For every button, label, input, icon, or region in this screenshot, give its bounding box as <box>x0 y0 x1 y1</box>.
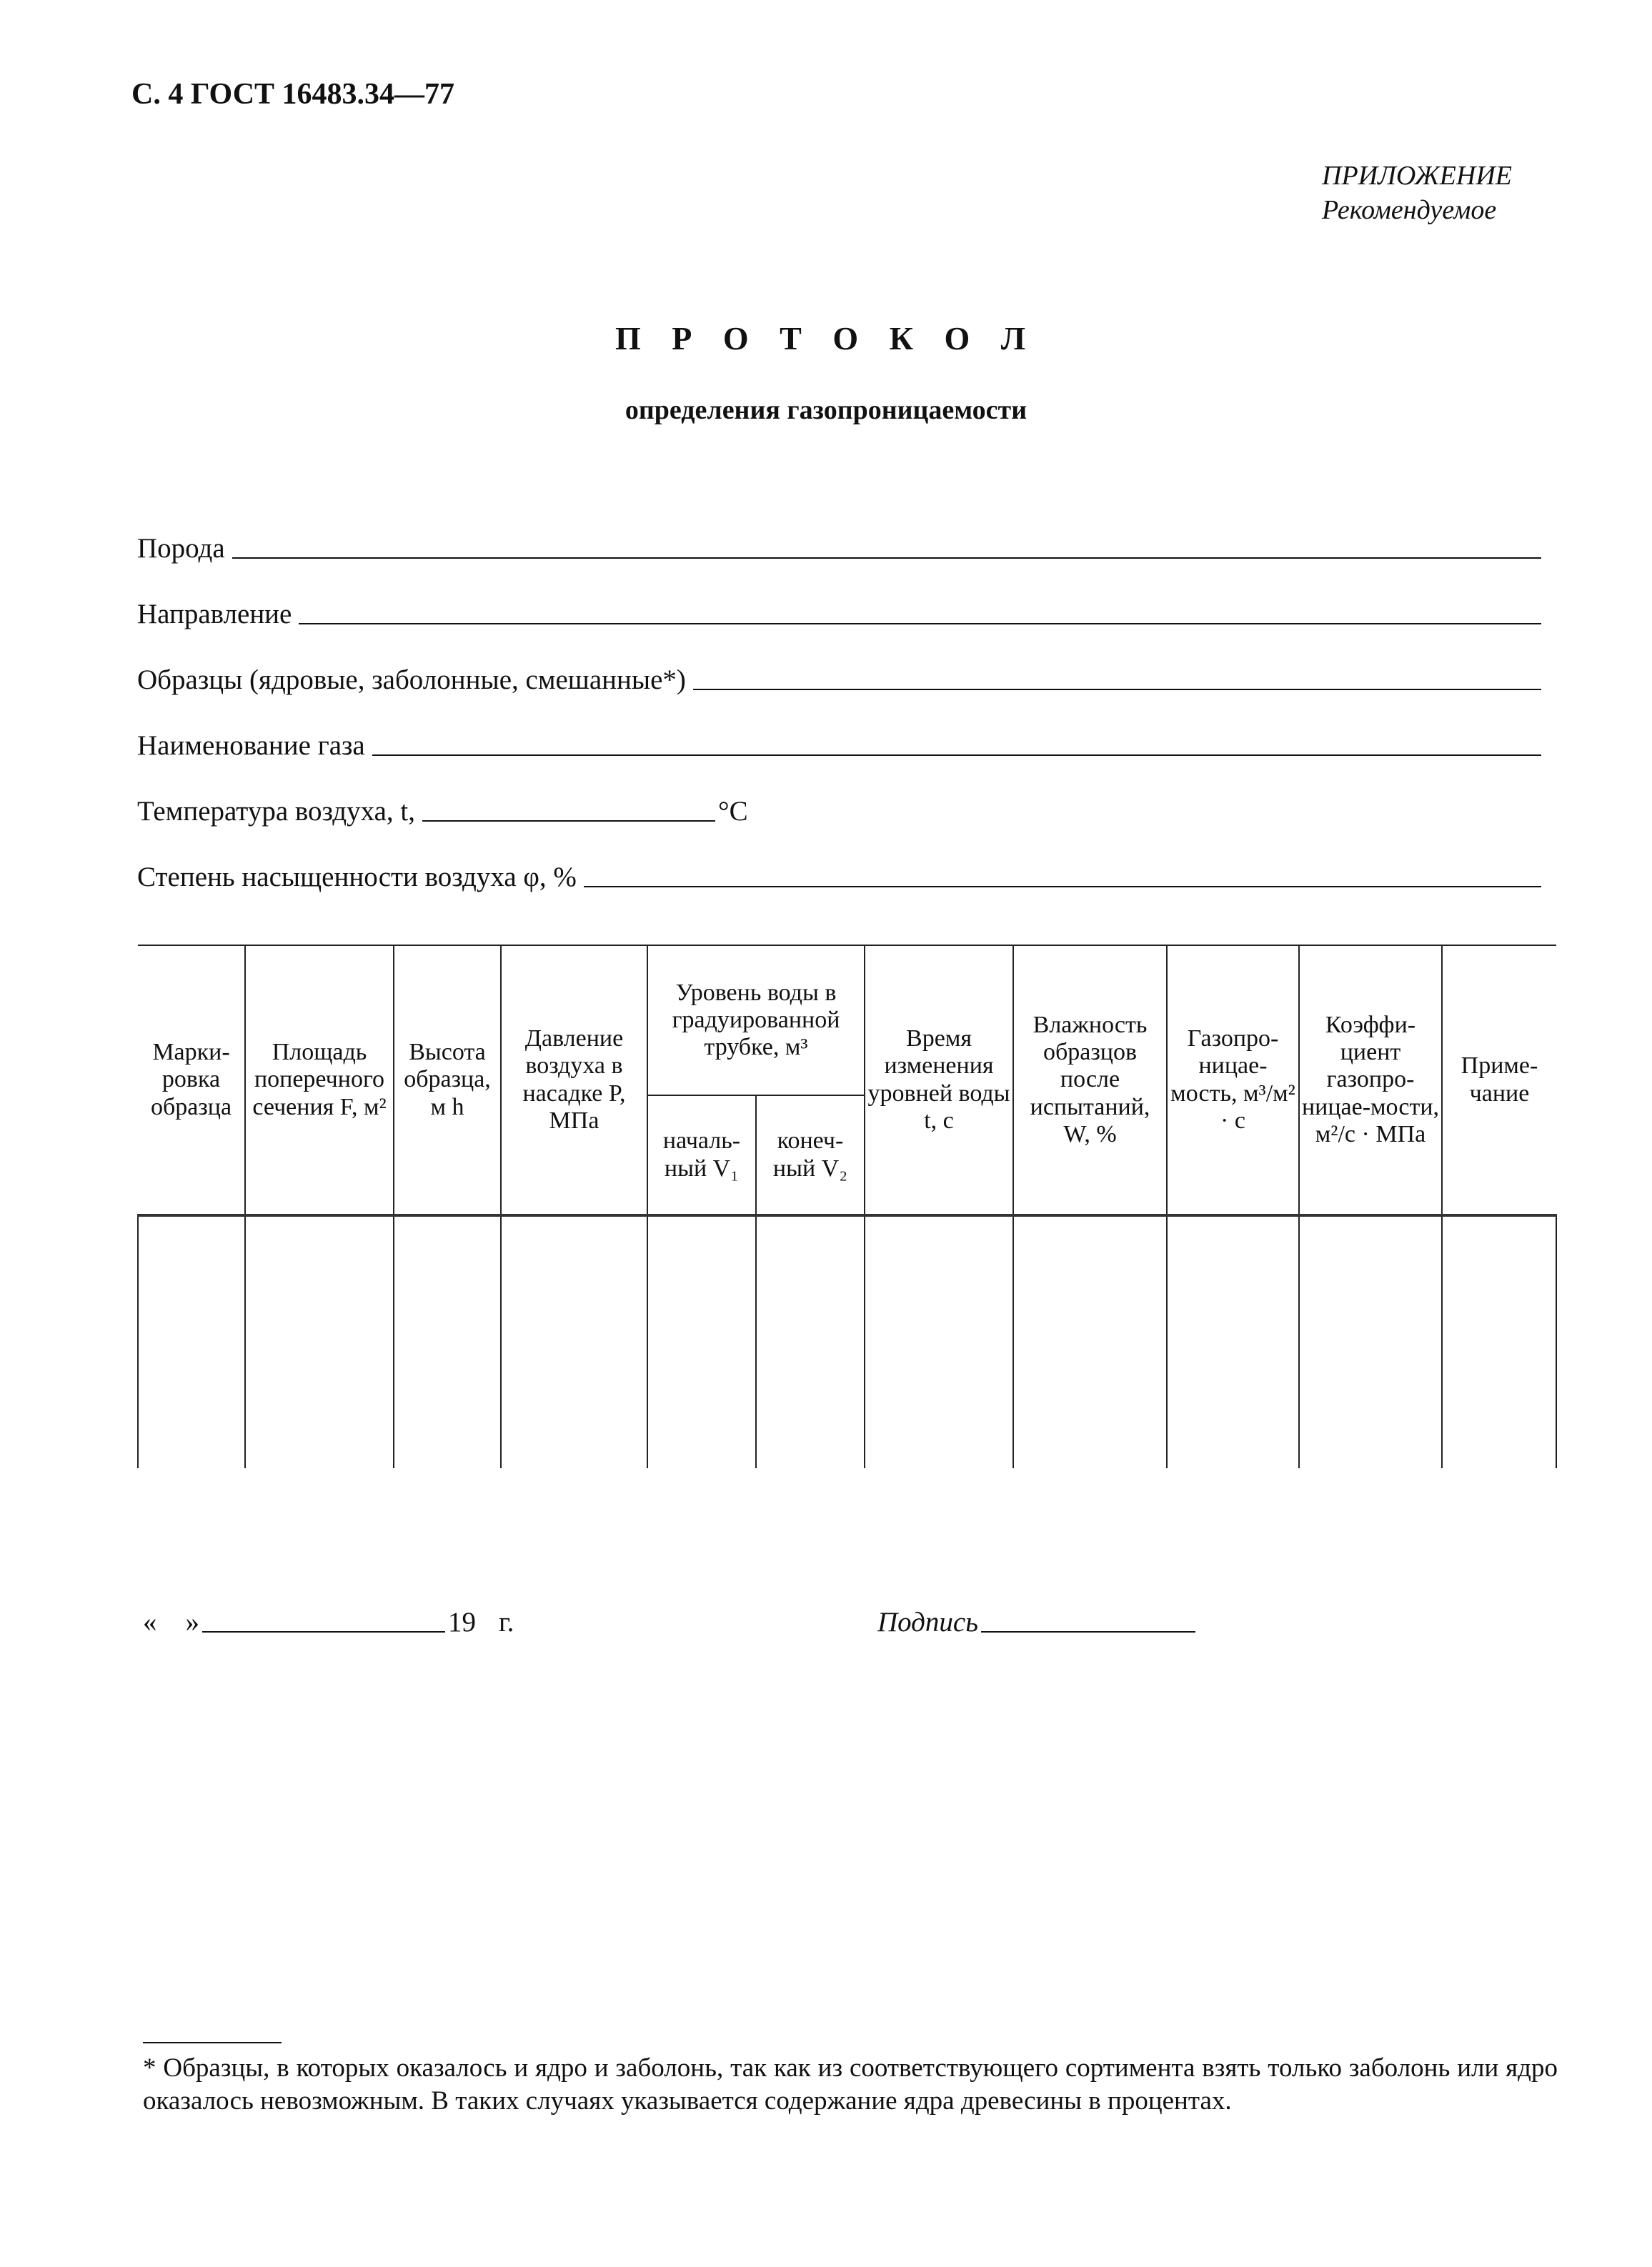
table-cell[interactable] <box>501 1215 647 1468</box>
field-samples-line[interactable] <box>693 689 1541 690</box>
date-quote-close: » <box>185 1607 199 1638</box>
header-time: Время изменения уровней воды t, с <box>865 945 1013 1215</box>
header-initial: началь-ный V₁ <box>647 1095 756 1215</box>
table-cell[interactable] <box>865 1215 1013 1468</box>
field-species-line[interactable] <box>232 557 1541 559</box>
table-cell[interactable] <box>1013 1215 1167 1468</box>
table-cell[interactable] <box>756 1215 865 1468</box>
header-coefficient: Коэффи-циент газопро-ницае-мости, м²/с · МПа <box>1299 945 1442 1215</box>
header-area: Площадь поперечного сечения F, м² <box>245 945 394 1215</box>
table-cell[interactable] <box>1442 1215 1556 1468</box>
header-height: Высота образца, м h <box>394 945 501 1215</box>
appendix-status: Рекомендуемое <box>1322 195 1497 225</box>
field-air-saturation[interactable] <box>137 857 1541 893</box>
table-cell[interactable] <box>245 1215 394 1468</box>
table-cell[interactable] <box>394 1215 501 1468</box>
header-pressure: Давление воздуха в насадке P, МПа <box>501 945 647 1215</box>
appendix-block <box>1322 159 1512 227</box>
header-permeability: Газопро-ницае-мость, м³/м² · с <box>1167 945 1299 1215</box>
table-cell[interactable] <box>1167 1215 1299 1468</box>
field-gas-name[interactable] <box>137 726 1541 762</box>
date-field[interactable] <box>143 1606 514 1638</box>
date-month-line[interactable] <box>202 1631 445 1633</box>
field-direction-label: Направление <box>137 599 292 629</box>
signature-field[interactable] <box>877 1606 1195 1638</box>
footnote-divider <box>143 2042 282 2043</box>
table-cell[interactable] <box>1299 1215 1442 1468</box>
header-note: Приме-чание <box>1442 945 1556 1215</box>
header-final: конеч-ный V₂ <box>756 1095 865 1215</box>
field-gas-name-label: Наименование газа <box>137 730 365 761</box>
date-year-suffix: г. <box>499 1607 514 1638</box>
footnote: * Образцы, в которых оказалось и ядро и заболонь, так как из соответствующего сортимента взять только заболонь или ядро оказалось невозможным. В таких случаях указывается содержание ядра древесины в процентах. <box>143 2053 1558 2116</box>
header-marking: Марки-ровка образца <box>138 945 245 1215</box>
table-cell[interactable] <box>138 1215 245 1468</box>
field-species-label: Порода <box>137 533 225 564</box>
header-moisture: Влажность образцов после испытаний, W, % <box>1013 945 1167 1215</box>
signature-label: Подпись <box>877 1607 978 1638</box>
field-air-temp-unit: °С <box>717 796 748 827</box>
field-air-saturation-label: Степень насыщенности воздуха φ, % <box>137 862 577 892</box>
field-air-temp-label: Температура воздуха, t, <box>137 796 415 827</box>
field-air-temp-line[interactable] <box>422 820 715 822</box>
field-gas-name-line[interactable] <box>372 754 1541 756</box>
document-title: П Р О Т О К О Л <box>614 320 1038 357</box>
protocol-table <box>137 945 1557 1468</box>
signature-line[interactable] <box>981 1631 1195 1633</box>
field-direction-line[interactable] <box>299 623 1541 624</box>
field-air-saturation-line[interactable] <box>584 886 1541 887</box>
table-cell[interactable] <box>647 1215 756 1468</box>
field-direction[interactable] <box>137 594 1541 630</box>
page-header: С. 4 ГОСТ 16483.34—77 <box>131 78 455 111</box>
appendix-label: ПРИЛОЖЕНИЕ <box>1322 161 1512 191</box>
document-subtitle: определения газопроницаемости <box>625 395 1027 425</box>
field-samples[interactable] <box>137 660 1541 696</box>
table-row <box>138 1215 1556 1468</box>
date-year: 19 <box>448 1607 476 1638</box>
field-species[interactable] <box>137 529 1541 564</box>
field-samples-label: Образцы (ядровые, заболонные, смешанные*) <box>137 664 686 695</box>
header-water-level: Уровень воды в градуированной трубке, м³ <box>647 945 865 1095</box>
field-air-temp[interactable] <box>137 792 748 827</box>
date-quote-open: « <box>143 1607 157 1638</box>
